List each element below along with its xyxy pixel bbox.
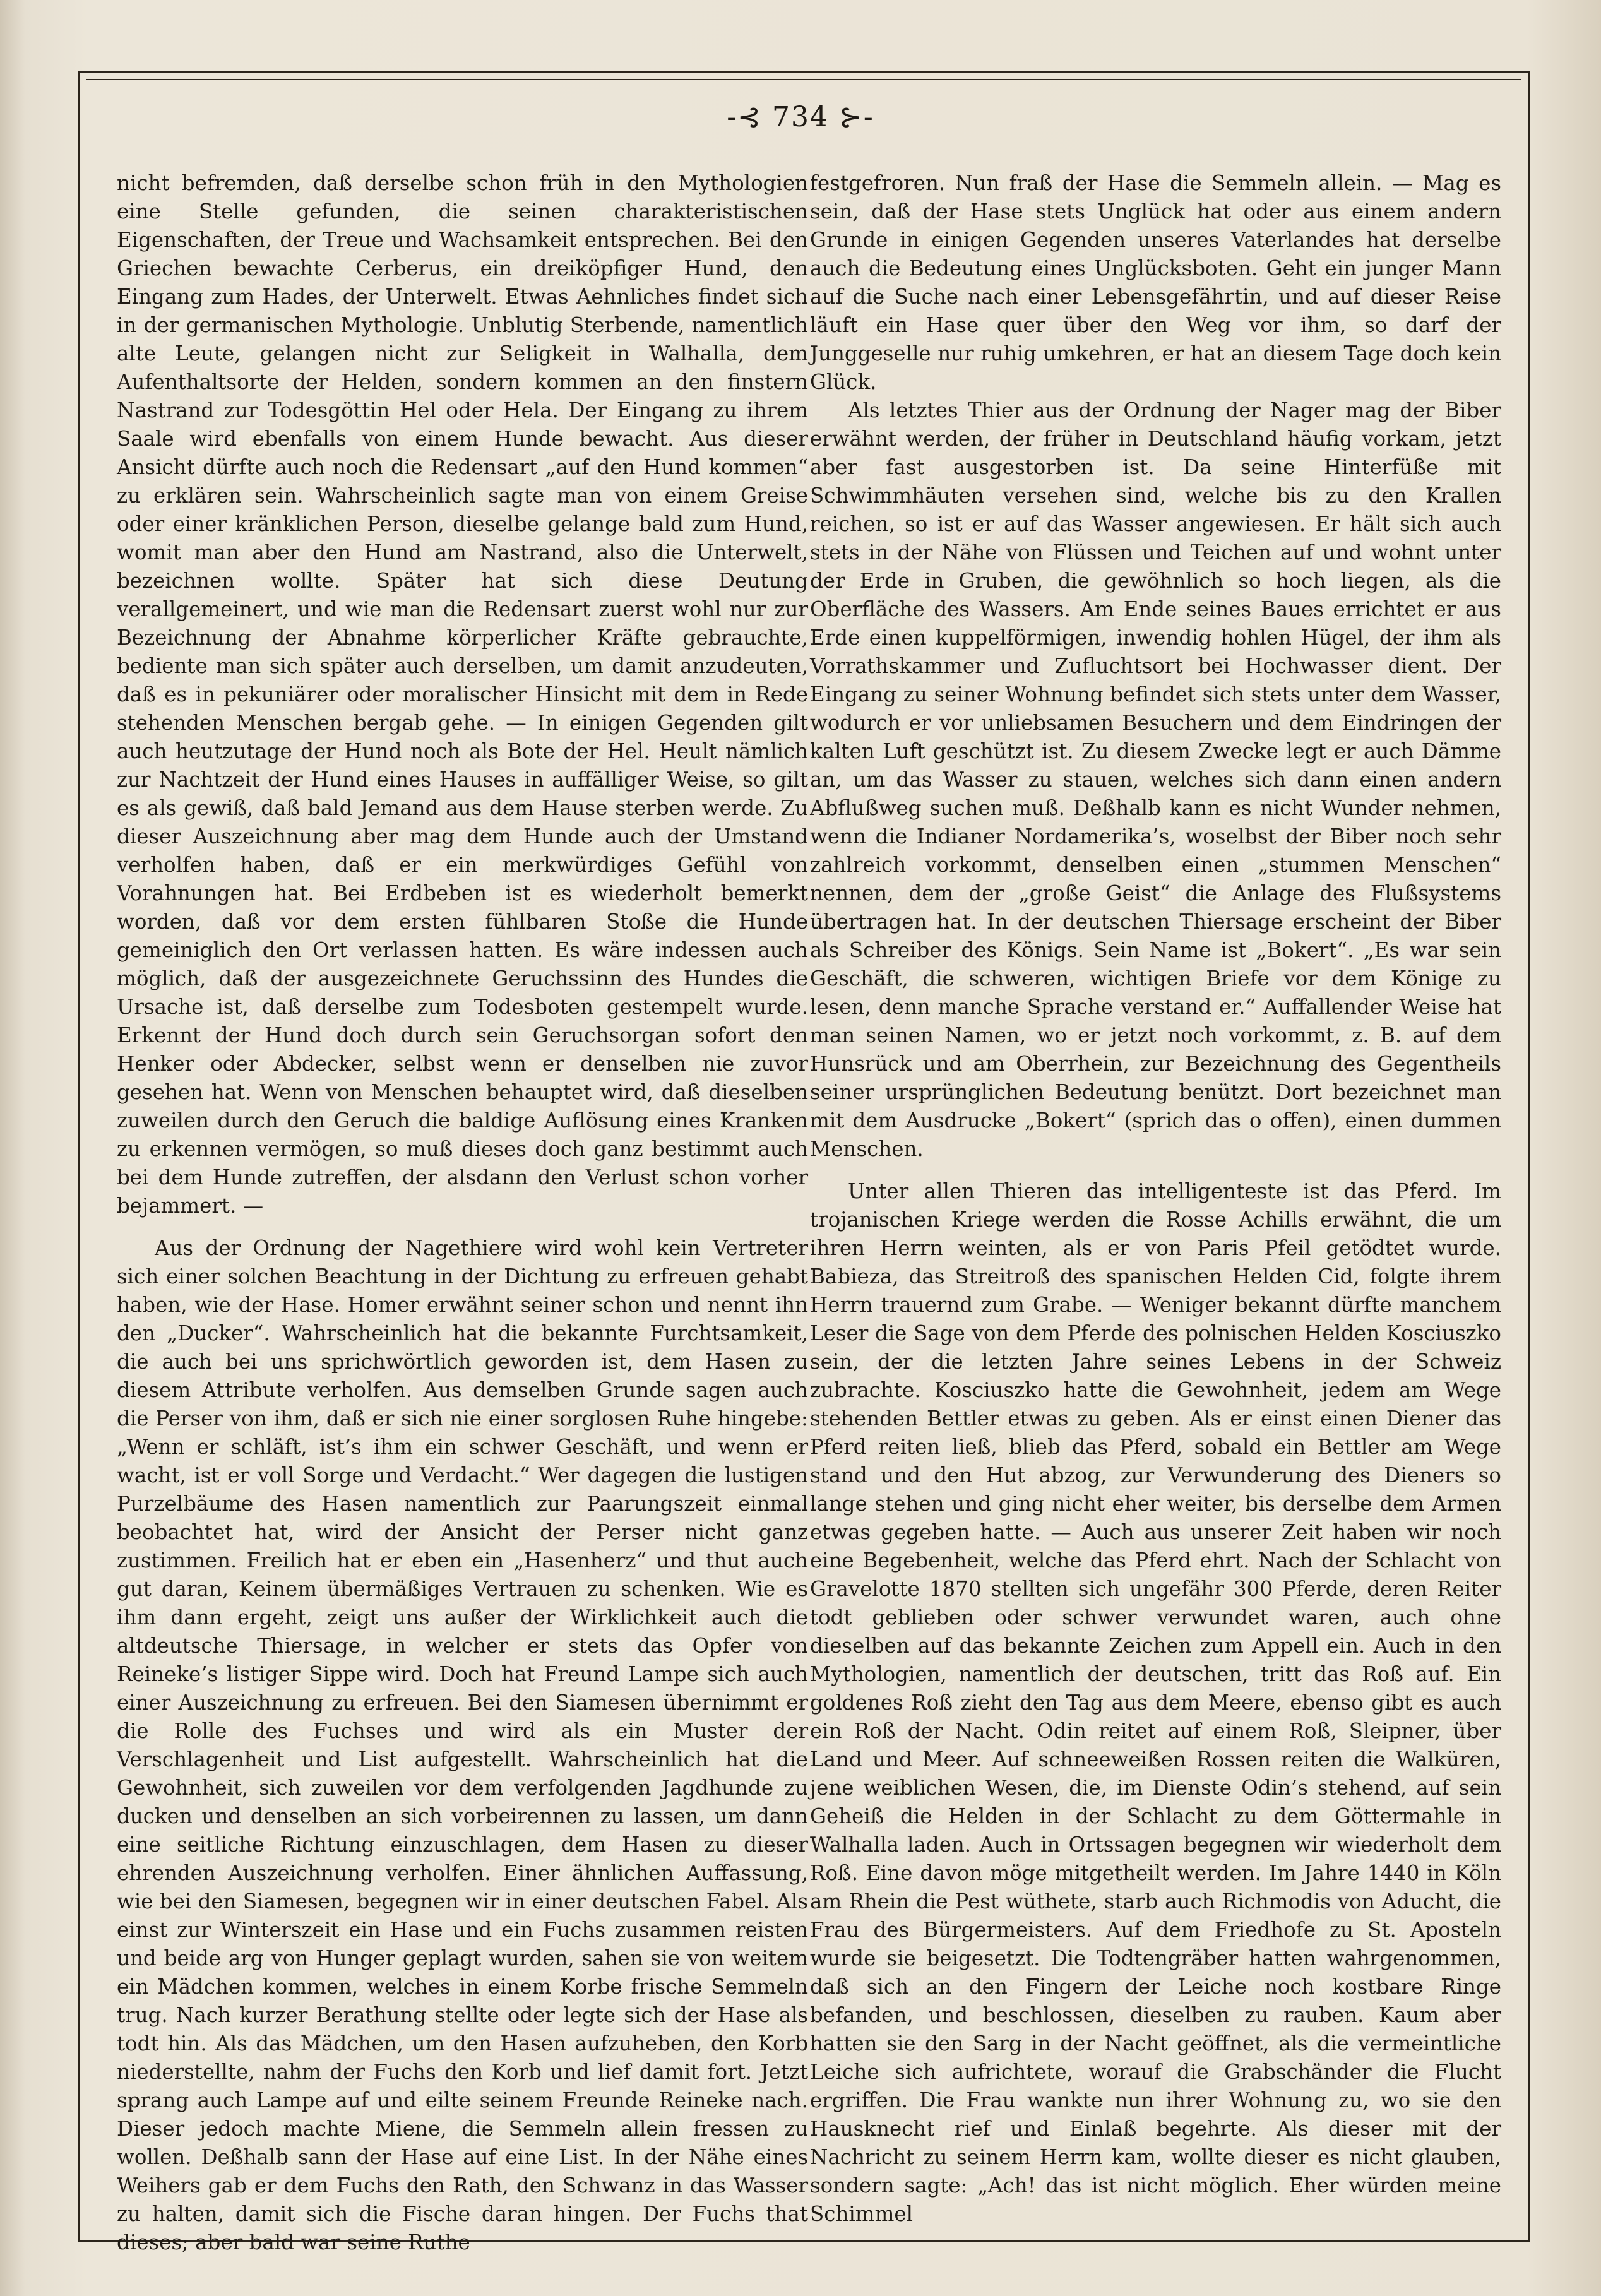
page-number (674, 101, 927, 133)
ornament-left: -⊰ (727, 101, 772, 133)
left-column (117, 169, 808, 2257)
paragraph-hase-continued: festgefroren. Nun fraß der Hase die Semmeln allein. — Mag es sein, daß der Hase stets Unglück hat oder aus einem andern Grunde in einigen Gegenden unseres Vaterlandes hat derselbe auch die Bedeutung eines Unglücksboten. Geht ein junger Mann auf die Suche nach einer Lebensgefährtin, und auf dieser Reise läuft ein Hase quer über den Weg vor ihm, so darf der Junggeselle nur ruhig umkehren, er hat an diesem Tage doch kein Glück. (810, 171, 1501, 394)
right-column (810, 169, 1501, 2228)
ornament-right: ⊱- (828, 101, 874, 133)
paragraph-biber: Als letztes Thier aus der Ordnung der Nager mag der Biber erwähnt werden, der früher in Deutschland häufig vorkam, jetzt aber fast ausgestorben ist. Da seine Hinterfüße mit Schwimmhäuten versehen sind, welche bis zu den Krallen reichen, so ist er auf das Wasser angewiesen. Er hält sich auch stets in der Nähe von Flüssen und Teichen auf und wohnt unter der Erde in Gruben, die gewöhnlich so hoch liegen, als die Oberfläche des Wassers. Am Ende seines Baues errichtet er aus Erde einen kuppelförmigen, inwendig hohlen Hügel, der ihm als Vorrathskammer und Zufluchtsort bei Hochwasser dient. Der Eingang zu seiner Wohnung befindet sich stets unter dem Wasser, wodurch er vor unliebsamen Besuchern und dem Eindringen der kalten Luft geschützt ist. Zu diesem Zwecke legt er auch Dämme an, um das Wasser zu stauen, welches sich dann einen andern Abflußweg suchen muß. Deßhalb kann es nicht Wunder nehmen, wenn die Indianer Nordamerika’s, woselbst der Biber noch sehr zahlreich vorkommt, denselben einen „stummen Menschen“ nennen, dem der „große Geist“ die Anlage des Flußsystems übertragen hat. In der deutschen Thiersage erscheint der Biber als Schreiber des Königs. Sein Name ist „Bokert“. „Es war sein Geschäft, die schweren, wichtigen Briefe vor dem Könige zu lesen, denn manche Sprache verstand er.“ Auffallender Weise hat man seinen Namen, wo er jetzt noch vorkommt, z. B. auf dem Hunsrück und am Oberrhein, zur Bezeichnung des Gegentheils seiner ursprünglichen Bedeutung benützt. Dort bezeichnet man mit dem Ausdrucke „Bokert“ (sprich das o offen), einen dummen Menschen. (810, 398, 1501, 1161)
paragraph-hund: nicht befremden, daß derselbe schon früh in den Mythologien eine Stelle gefunden, die seinen charakteristischen Eigenschaften, der Treue und Wachsamkeit entsprechen. Bei den Griechen bewachte Cerberus, ein dreiköpfiger Hund, den Eingang zum Hades, der Unterwelt. Etwas Aehnliches findet sich in der germanischen Mythologie. Unblutig Sterbende, namentlich alte Leute, gelangen nicht zur Seligkeit in Walhalla, dem Aufenthaltsorte der Helden, sondern kommen an den finstern Nastrand zur Todesgöttin Hel oder Hela. Der Eingang zu ihrem Saale wird ebenfalls von einem Hunde bewacht. Aus dieser Ansicht dürfte auch noch die Redensart „auf den Hund kommen“ zu erklären sein. Wahrscheinlich sagte man von einem Greise oder einer kränklichen Person, dieselbe gelange bald zum Hund, womit man aber den Hund am Nastrand, also die Unterwelt, bezeichnen wollte. Später hat sich diese Deutung verallgemeinert, und wie man die Redensart zuerst wohl nur zur Bezeichnung der Abnahme körperlicher Kräfte gebrauchte, bediente man sich später auch derselben, um damit anzudeuten, daß es in pekuniärer oder moralischer Hinsicht mit dem in Rede stehenden Menschen bergab gehe. — In einigen Gegenden gilt auch heutzutage der Hund noch als Bote der Hel. Heult nämlich zur Nachtzeit der Hund eines Hauses in auffälliger Weise, so gilt es als gewiß, daß bald Jemand aus dem Hause sterben werde. Zu dieser Auszeichnung aber mag dem Hunde auch der Umstand verholfen haben, daß er ein merkwürdiges Gefühl von Vorahnungen hat. Bei Erdbeben ist es wiederholt bemerkt worden, daß vor dem ersten fühlbaren Stoße die Hunde gemeiniglich den Ort verlassen hatten. Es wäre indessen auch möglich, daß der ausgezeichnete Geruchssinn des Hundes die Ursache ist, daß derselbe zum Todesboten gestempelt wurde. Erkennt der Hund doch durch sein Geruchsorgan sofort den Henker oder Abdecker, selbst wenn er denselben nie zuvor gesehen hat. Wenn von Menschen behauptet wird, daß dieselben zuweilen durch den Geruch die baldige Auflösung eines Kranken zu erkennen vermögen, so muß dieses doch ganz bestimmt auch bei dem Hunde zutreffen, der alsdann den Verlust schon vorher bejammert. — (117, 171, 808, 1218)
paragraph-hase: Aus der Ordnung der Nagethiere wird wohl kein Vertreter sich einer solchen Beachtung in der Dichtung zu erfreuen gehabt haben, wie der Hase. Homer erwähnt seiner schon und nennt ihn den „Ducker“. Wahrscheinlich hat die bekannte Furchtsamkeit, die auch bei uns sprichwörtlich geworden ist, dem Hasen zu diesem Attribute verholfen. Aus demselben Grunde sagen auch die Perser von ihm, daß er sich nie einer sorglosen Ruhe hingebe: „Wenn er schläft, ist’s ihm ein schwer Geschäft, und wenn er wacht, ist er voll Sorge und Verdacht.“ Wer dagegen die lustigen Purzelbäume des Hasen namentlich zur Paarungszeit einmal beobachtet hat, wird der Ansicht der Perser nicht ganz zustimmen. Freilich hat er eben ein „Hasenherz“ und thut auch gut daran, Keinem übermäßiges Vertrauen zu schenken. Wie es ihm dann ergeht, zeigt uns außer der Wirklichkeit auch die altdeutsche Thiersage, in welcher er stets das Opfer von Reineke’s listiger Sippe wird. Doch hat Freund Lampe sich auch einer Auszeichnung zu erfreuen. Bei den Siamesen übernimmt er die Rolle des Fuchses und wird als ein Muster der Verschlagenheit und List aufgestellt. Wahrscheinlich hat die Gewohnheit, sich zuweilen vor dem verfolgenden Jagdhunde zu ducken und denselben an sich vorbeirennen zu lassen, um dann eine seitliche Richtung einzuschlagen, dem Hasen zu dieser ehrenden Auszeichnung verholfen. Einer ähnlichen Auffassung, wie bei den Siamesen, begegnen wir in einer deutschen Fabel. Als einst zur Winterszeit ein Hase und ein Fuchs zusammen reisten und beide arg von Hunger geplagt wurden, sahen sie von weitem ein Mädchen kommen, welches in einem Korbe frische Semmeln trug. Nach kurzer Berathung stellte oder legte sich der Hase als todt hin. Als das Mädchen, um den Hasen aufzuheben, den Korb niederstellte, nahm der Fuchs den Korb und lief damit fort. Jetzt sprang auch Lampe auf und eilte seinem Freunde Reineke nach. Dieser jedoch machte Miene, die Semmeln allein fressen zu wollen. Deßhalb sann der Hase auf eine List. In der Nähe eines Weihers gab er dem Fuchs den Rath, den Schwanz in das Wasser zu halten, damit sich die Fische daran hingen. Der Fuchs that dieses; aber bald war seine Ruthe (117, 1236, 808, 2254)
page-number-value: 734 (772, 101, 829, 133)
paragraph-pferd: Unter allen Thieren das intelligenteste ist das Pferd. Im trojanischen Kriege werden die Rosse Achills erwähnt, die um ihren Herrn weinten, als er von Paris Pfeil getödtet wurde. Babieza, das Streitroß des spanischen Helden Cid, folgte ihrem Herrn trauernd zum Grabe. — Weniger bekannt dürfte manchem Leser die Sage von dem Pferde des polnischen Helden Kosciuszko sein, der die letzten Jahre seines Lebens in der Schweiz zubrachte. Kosciuszko hatte die Gewohnheit, jedem am Wege stehenden Bettler etwas zu geben. Als er einst einen Diener das Pferd reiten ließ, blieb das Pferd, sobald ein Bettler am Wege stand und den Hut abzog, zur Verwunderung des Dieners so lange stehen und ging nicht eher weiter, bis derselbe dem Armen etwas gegeben hatte. — Auch aus unserer Zeit haben wir noch eine Begebenheit, welche das Pferd ehrt. Nach der Schlacht von Gravelotte 1870 stellten sich ungefähr 300 Pferde, deren Reiter todt geblieben oder schwer verwundet waren, auch ohne dieselben auf das bekannte Zeichen zum Appell ein. Auch in den Mythologien, namentlich der deutschen, tritt das Roß auf. Ein goldenes Roß zieht den Tag aus dem Meere, ebenso gibt es auch ein Roß der Nacht. Odin reitet auf einem Roß, Sleipner, über Land und Meer. Auf schneeweißen Rossen reiten die Walküren, jene weiblichen Wesen, die, im Dienste Odin’s stehend, auf sein Geheiß die Helden in der Schlacht zu dem Göttermahle in Walhalla laden. Auch in Ortssagen begegnen wir wiederholt dem Roß. Eine davon möge mitgetheilt werden. Im Jahre 1440 in Köln am Rhein die Pest wüthete, starb auch Richmodis von Aducht, die Frau des Bürgermeisters. Auf dem Friedhofe zu St. Aposteln wurde sie beigesetzt. Die Todtengräber hatten wahrgenommen, daß sich an den Fingern der Leiche noch kostbare Ringe befanden, und beschlossen, dieselben zu rauben. Kaum aber hatten sie den Sarg in der Nacht geöffnet, als die vermeintliche Leiche sich aufrichtete, worauf die Grabschänder die Flucht ergriffen. Die Frau wankte nun ihrer Wohnung zu, wo sie den Hausknecht rief und Einlaß begehrte. Als dieser mit der Nachricht zu seinem Herrn kam, wollte dieser es nicht glauben, sondern sagte: „Ach! das ist nicht möglich. Eher würden meine Schimmel (810, 1179, 1501, 2226)
